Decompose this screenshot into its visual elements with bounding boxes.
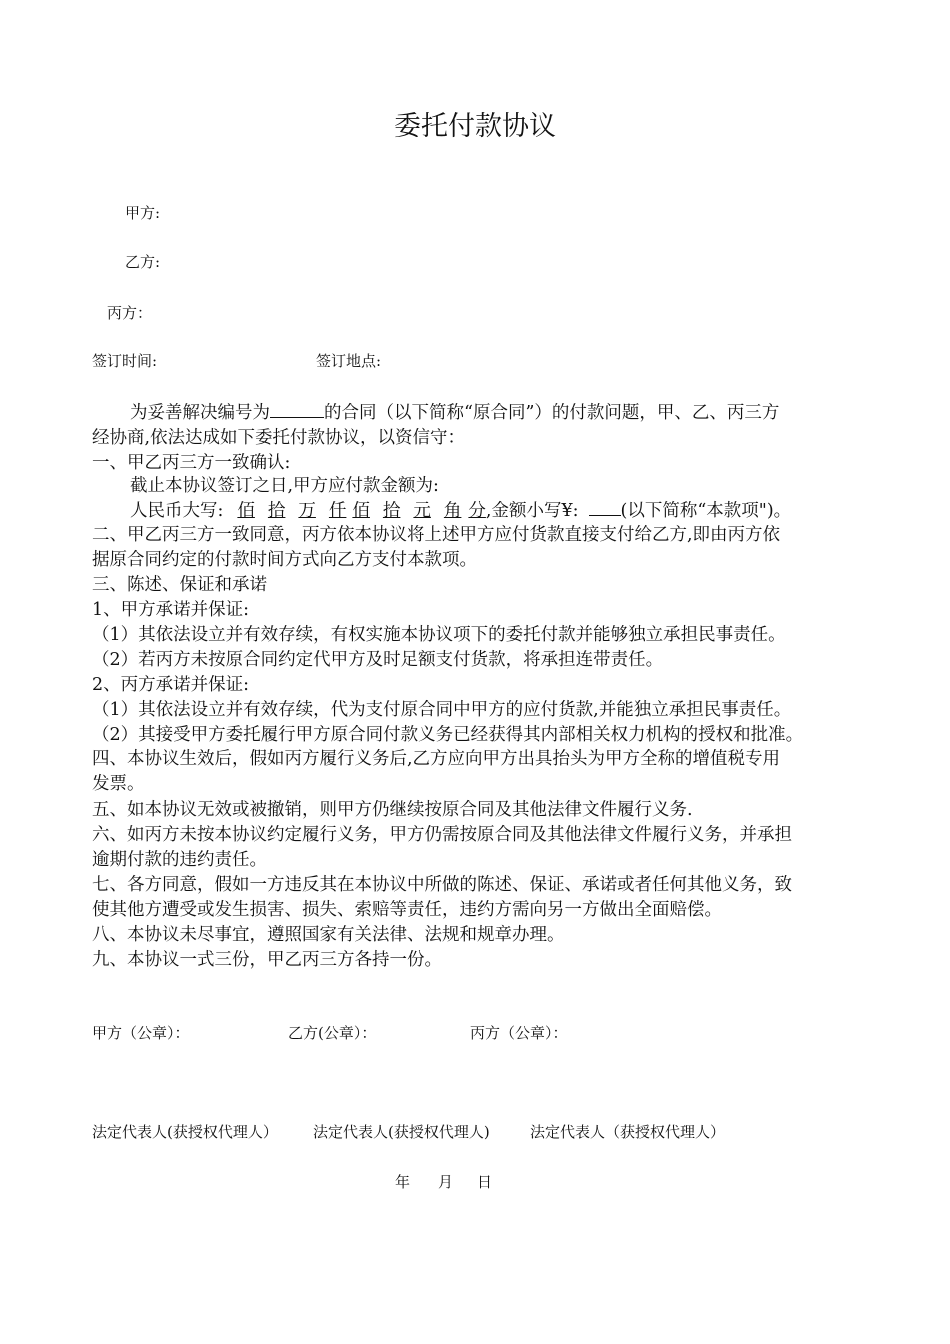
intro-line-2: 经协商,依法达成如下委托付款协议，以资信守： (92, 428, 466, 448)
clause-3-1-item-1: （1）其依法设立并有效存续，有权实施本协议项下的委托付款并能够独立承担民事责任。 (92, 625, 786, 645)
unit-bai-1: 佰 (237, 501, 255, 521)
date-month: 月 (438, 1173, 454, 1191)
unit-shi-2: 拾 (382, 501, 401, 521)
clause-3-heading: 三、陈述、保证和承诺 (92, 575, 267, 595)
clause-3-1-item-2: （2）若丙方未按原合同约定代甲方及时足额支付货款，将承担连带责任。 (92, 650, 664, 670)
amount-number-blank (589, 497, 621, 516)
clause-7-line-1: 七、各方同意，假如一方违反其在本协议中所做的陈述、保证、承诺或者任何其他义务，致 (92, 875, 792, 895)
intro-text-after: 的合同（以下简称“原合同”）的付款问题，甲、乙、丙三方 (324, 403, 780, 423)
party-a-representative: 法定代表人(获授权代理人） (92, 1123, 278, 1141)
clause-3-2-item-2: （2）其接受甲方委托履行甲方原合同付款义务已经获得其内部相关权力机构的授权和批准。 (92, 725, 804, 745)
unit-wan: 万 (298, 501, 316, 521)
clause-6-line-2: 逾期付款的违约责任。 (92, 850, 267, 870)
clause-9: 九、本协议一式三份，甲乙丙三方各持一份。 (92, 950, 442, 970)
intro-line-1 (130, 399, 779, 424)
party-a-label: 甲方: (125, 204, 161, 222)
date-day: 日 (477, 1173, 493, 1191)
clause-6-line-1: 六、如丙方未按本协议约定履行义务，甲方仍需按原合同及其他法律文件履行义务，并承担 (92, 825, 792, 845)
date-year: 年 (395, 1173, 411, 1191)
clause-8: 八、本协议未尽事宜，遵照国家有关法律、法规和规章办理。 (92, 925, 565, 945)
clause-2-line-2: 据原合同约定的付款时间方式向乙方支付本款项。 (92, 550, 477, 570)
clause-2-line-1: 二、甲乙丙三方一致同意，丙方依本协议将上述甲方应付货款直接支付给乙方,即由丙方依 (92, 525, 781, 545)
party-b-representative: 法定代表人(获授权代理人) (313, 1123, 490, 1141)
unit-shi-1: 拾 (267, 501, 286, 521)
party-b-seal-label: 乙方(公章）： (288, 1024, 377, 1042)
amount-suffix: (以下简称“本款项")。 (620, 501, 792, 521)
party-a-seal-label: 甲方（公章）： (92, 1024, 190, 1042)
clause-4-line-1: 四、本协议生效后，假如丙方履行义务后,乙方应向甲方出具抬头为甲方全称的增值税专用 (92, 749, 781, 769)
unit-yuan: 元 (413, 501, 431, 521)
amount-line (130, 497, 791, 522)
amount-mid: ,金额小写¥: (485, 501, 579, 521)
clause-3-2-item-1: （1）其依法设立并有效存续，代为支付原合同中甲方的应付货款,并能独立承担民事责任。 (92, 700, 792, 720)
party-c-label: 丙方： (107, 304, 153, 322)
clause-5: 五、如本协议无效或被撤销，则甲方仍继续按原合同及其他法律文件履行义务. (92, 800, 693, 820)
unit-bai-2: 佰 (352, 501, 370, 521)
unit-jiao: 角 (443, 501, 462, 521)
clause-1-heading: 一、甲乙丙三方一致确认: (92, 453, 291, 473)
unit-fen: 分 (468, 501, 486, 521)
amount-capital-field (223, 501, 486, 521)
clause-3-1-heading: 1、甲方承诺并保证: (92, 600, 250, 620)
sign-place-label: 签订地点: (316, 352, 382, 370)
clause-4-line-2: 发票。 (92, 774, 145, 794)
party-c-seal-label: 丙方（公章）： (470, 1024, 568, 1042)
party-c-representative: 法定代表人（获授权代理人） (530, 1123, 726, 1141)
contract-number-blank (270, 399, 324, 418)
amount-prefix: 人民币大写: (130, 501, 224, 521)
clause-1-sub: 截止本协议签订之日,甲方应付款金额为: (130, 476, 439, 496)
unit-qian: 仟 (328, 501, 347, 521)
sign-time-label: 签订时间: (92, 352, 158, 370)
clause-3-2-heading: 2、丙方承诺并保证: (92, 675, 250, 695)
party-b-label: 乙方: (125, 253, 161, 271)
clause-7-line-2: 使其他方遭受或发生损害、损失、索赔等责任，违约方需向另一方做出全面赔偿。 (92, 900, 722, 920)
intro-text-before: 为妥善解决编号为 (130, 403, 270, 423)
document-title: 委托付款协议 (394, 111, 556, 142)
